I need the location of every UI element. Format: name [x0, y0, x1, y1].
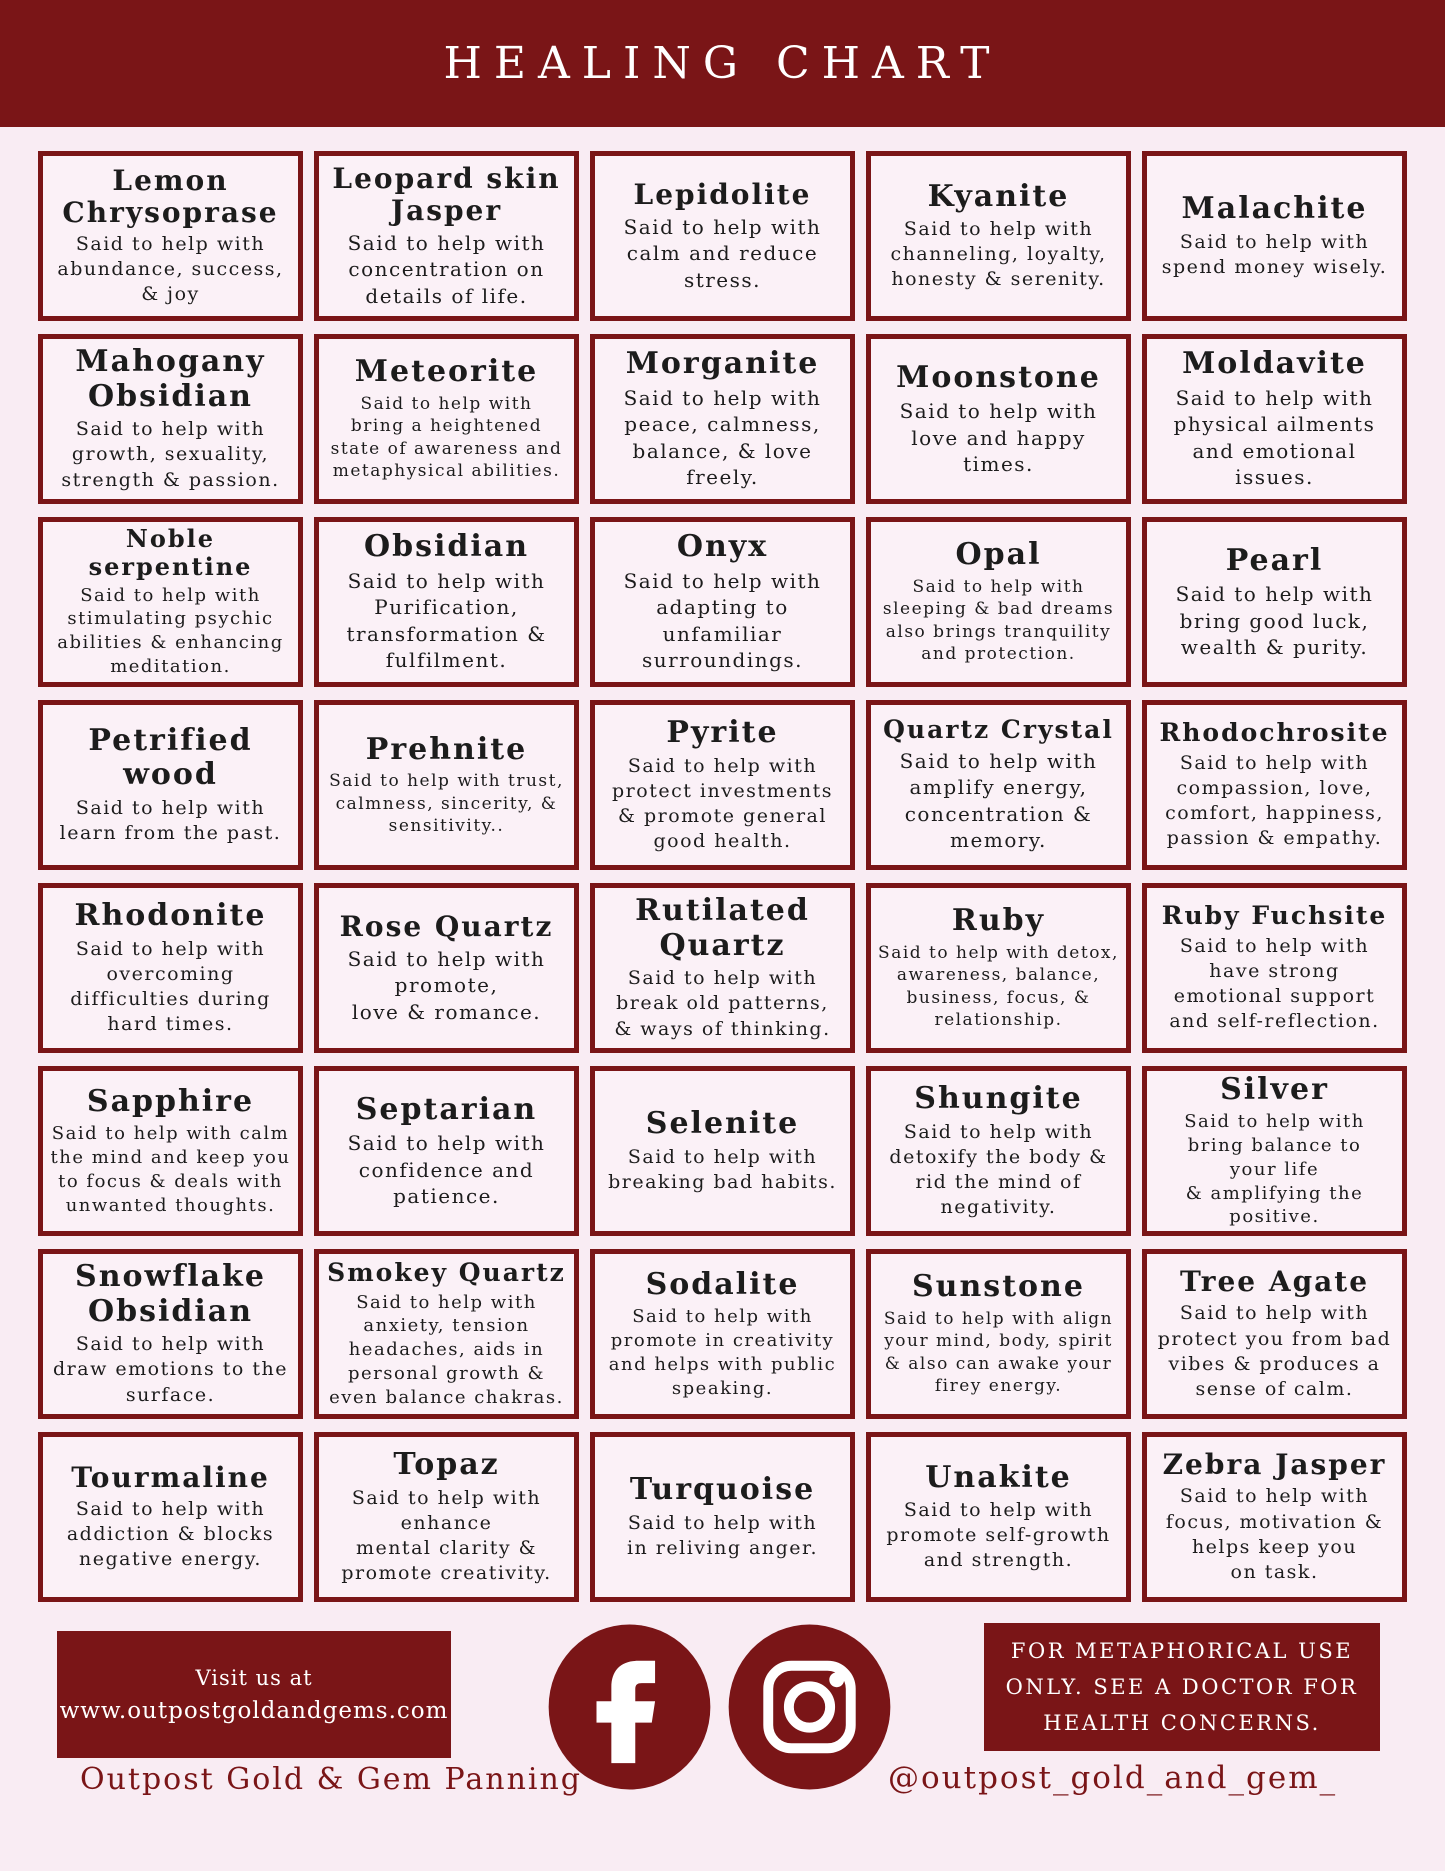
gem-description: Said to help with calm the mind and keep you to focus & deals with unwanted thoughts. — [50, 1123, 291, 1216]
facebook-icon[interactable] — [547, 1624, 712, 1790]
gem-card — [38, 517, 303, 687]
gem-card — [38, 1066, 303, 1236]
gem-description: Said to help with bring a heightened state of awareness and metaphysical abilities. — [330, 393, 563, 482]
gem-card — [38, 151, 303, 321]
gem-card — [590, 1249, 855, 1419]
instagram-icon[interactable] — [727, 1624, 892, 1790]
gem-description: Said to help with sleeping & bad dreams also brings tranquility and protection. — [882, 576, 1115, 665]
gem-card — [314, 1432, 579, 1602]
gem-card — [314, 517, 579, 687]
brand-name: Outpost Gold & Gem Panning — [80, 1762, 583, 1797]
gem-description: Said to help with promote self-growth and strength. — [886, 1499, 1111, 1572]
gem-card — [1142, 883, 1407, 1053]
gem-card — [38, 700, 303, 870]
gem-card — [314, 700, 579, 870]
gem-description: Said to help with focus, motivation & helps keep you on task. — [1165, 1485, 1384, 1583]
gem-description: Said to help with have strong emotional support and self-reflection. — [1169, 934, 1380, 1032]
gem-name: Shungite — [914, 1081, 1083, 1117]
gem-name: Ruby — [951, 903, 1046, 939]
gem-name: Rhodochrosite — [1159, 717, 1390, 747]
gem-description: Said to help with promote in creativity and helps with public speaking. — [608, 1306, 837, 1399]
gem-card — [314, 1066, 579, 1236]
gem-description: Said to help with bring good luck, wealth & purity. — [1175, 582, 1374, 659]
disclaimer-box — [984, 1623, 1380, 1751]
gem-name: Kyanite — [927, 178, 1070, 214]
page-title: HEALING CHART — [443, 38, 1002, 89]
gem-name: Pyrite — [666, 715, 779, 751]
gem-card — [866, 517, 1131, 687]
gem-name: Pearl — [1225, 542, 1324, 578]
gem-description: Said to help with abundance, success, & joy — [57, 233, 284, 306]
gem-card — [38, 1432, 303, 1602]
header-banner — [0, 0, 1445, 127]
gem-description: Said to help with anxiety, tension headaches, aids in personal growth & even balance chakras. — [329, 1291, 564, 1408]
gem-name: Septarian — [355, 1091, 538, 1127]
gem-card — [866, 1249, 1131, 1419]
gem-description: Said to help with in reliving anger. — [626, 1511, 819, 1559]
gem-description: Said to help with learn from the past. — [59, 796, 282, 844]
gem-name: Noble serpentine — [88, 524, 253, 581]
gem-description: Said to help with peace, calmness, balance, & love freely. — [623, 385, 822, 490]
gem-name: Quartz Crystal — [883, 715, 1114, 745]
gem-name: Petrified wood — [88, 722, 253, 793]
gem-card — [314, 151, 579, 321]
gem-name: Tree Agate — [1179, 1265, 1370, 1299]
gem-name: Opal — [955, 537, 1042, 573]
gem-card — [1142, 334, 1407, 504]
gem-name: Unakite — [925, 1459, 1072, 1495]
gem-card — [314, 883, 579, 1053]
gem-description: Said to help with break old patterns, & ways of thinking. — [614, 967, 831, 1040]
gem-name: Rutilated Quartz — [635, 893, 810, 963]
gem-description: Said to help with draw emotions to the surface. — [53, 1333, 288, 1406]
gem-description: Said to help with compassion, love, comfort, happiness, passion & empathy. — [1165, 751, 1384, 849]
gem-name: Leopard skin Jasper — [332, 161, 561, 227]
gem-description: Said to help with confidence and patience. — [347, 1131, 546, 1208]
gem-name: Onyx — [676, 529, 769, 565]
gem-card — [1142, 1432, 1407, 1602]
gem-description: Said to help with addiction & blocks negative energy. — [66, 1497, 275, 1571]
gem-card — [1142, 1066, 1407, 1236]
gem-description: Said to help with detoxify the body & rid the mind of negativity. — [889, 1120, 1108, 1218]
gem-card — [314, 334, 579, 504]
gem-description: Said to help with trust, calmness, sincerity, & sensitivity.. — [329, 771, 564, 836]
gem-description: Said to help with spend money wisely. — [1161, 230, 1388, 278]
gem-description: Said to help with stimulating psychic abilities & enhancing meditation. — [57, 584, 284, 677]
gem-description: Said to help with enhance mental clarity & promote creativity. — [341, 1486, 552, 1584]
gem-description: Said to help with breaking bad habits. — [608, 1145, 837, 1193]
gem-name: Morganite — [625, 346, 820, 382]
gem-card — [38, 334, 303, 504]
gem-card — [1142, 517, 1407, 687]
gem-card — [866, 700, 1131, 870]
gem-name: Sunstone — [912, 1269, 1085, 1305]
visit-us-label: Visit us at — [195, 1665, 313, 1690]
gem-card — [590, 151, 855, 321]
gem-name: Smokey Quartz — [327, 1257, 566, 1287]
gem-name: Malachite — [1181, 191, 1368, 227]
gem-name: Moldavite — [1182, 346, 1367, 382]
gem-description: Said to help with detox, awareness, balance, business, focus, & relationship. — [878, 942, 1119, 1031]
gem-card — [866, 883, 1131, 1053]
gem-card — [590, 517, 855, 687]
gem-name: Meteorite — [354, 354, 539, 390]
visit-us-box — [57, 1631, 451, 1758]
gem-description: Said to help with growth, sexuality, strength & passion. — [61, 418, 280, 491]
gem-description: Said to help with align your mind, body, spirit & also can awake your firey energy. — [883, 1308, 1114, 1397]
gem-description: Said to help with protect investments & promote general good health. — [612, 754, 833, 852]
gem-name: Lemon Chrysoprase — [62, 163, 279, 229]
gem-card — [1142, 1249, 1407, 1419]
gem-name: Sapphire — [86, 1083, 255, 1119]
gem-description: Said to help with amplify energy, concentration & memory. — [899, 749, 1098, 853]
gem-description: Said to help with protect you from bad vibes & produces a sense of calm. — [1157, 1302, 1392, 1400]
gem-name: Ruby Fuchsite — [1161, 900, 1388, 930]
gem-card — [866, 151, 1131, 321]
gem-description: Said to help with overcoming difficulties during hard times. — [70, 937, 271, 1035]
gem-card — [314, 1249, 579, 1419]
gem-description: Said to help with physical ailments and emotional issues. — [1173, 385, 1376, 490]
gem-card — [38, 883, 303, 1053]
gem-card — [866, 1432, 1131, 1602]
gem-card — [38, 1249, 303, 1419]
gem-name: Obsidian — [363, 529, 530, 565]
gem-description: Said to help with bring balance to your life & amplifying the positive. — [1184, 1111, 1365, 1228]
footer — [0, 1602, 1445, 1871]
gem-name: Silver — [1220, 1071, 1329, 1107]
gem-description: Said to help with calm and reduce stress. — [623, 215, 822, 292]
website-url: www.outpostgoldandgems.com — [59, 1697, 449, 1724]
gem-card — [866, 1066, 1131, 1236]
gem-name: Topaz — [393, 1447, 500, 1483]
gem-name: Moonstone — [896, 359, 1101, 395]
gem-description: Said to help with concentration on details of life. — [347, 231, 546, 308]
gem-card — [590, 1066, 855, 1236]
gem-card — [1142, 700, 1407, 870]
gem-card — [590, 1432, 855, 1602]
card-grid — [38, 151, 1407, 1602]
gem-name: Rose Quartz — [339, 909, 554, 943]
gem-description: Said to help with love and happy times. — [899, 399, 1098, 476]
gem-card — [866, 334, 1131, 504]
disclaimer-text: FOR METAPHORICAL USE ONLY. SEE A DOCTOR FOR HEALTH CONCERNS. — [1005, 1638, 1359, 1736]
gem-name: Mahogany Obsidian — [75, 344, 266, 414]
gem-description: Said to help with promote, love & romance. — [347, 947, 546, 1024]
gem-name: Lepidolite — [633, 177, 812, 211]
gem-name: Rhodonite — [74, 898, 267, 934]
gem-name: Prehnite — [365, 731, 528, 767]
gem-card — [590, 883, 855, 1053]
gem-card — [1142, 151, 1407, 321]
gem-name: Turquoise — [629, 1472, 816, 1508]
gem-name: Sodalite — [645, 1266, 800, 1302]
gem-card — [590, 700, 855, 870]
gem-description: Said to help with adapting to unfamiliar surroundings. — [623, 568, 822, 673]
gem-name: Zebra Jasper — [1162, 1448, 1387, 1482]
gem-description: Said to help with Purification, transformation & fulfilment. — [346, 568, 547, 673]
instagram-handle: @outpost_gold_and_gem_ — [888, 1760, 1338, 1796]
gem-name: Selenite — [645, 1106, 800, 1142]
gem-card — [590, 334, 855, 504]
gem-name: Tourmaline — [71, 1460, 270, 1494]
gem-name: Snowflake Obsidian — [75, 1259, 266, 1329]
gem-description: Said to help with channeling, loyalty, honesty & serenity. — [890, 218, 1107, 291]
